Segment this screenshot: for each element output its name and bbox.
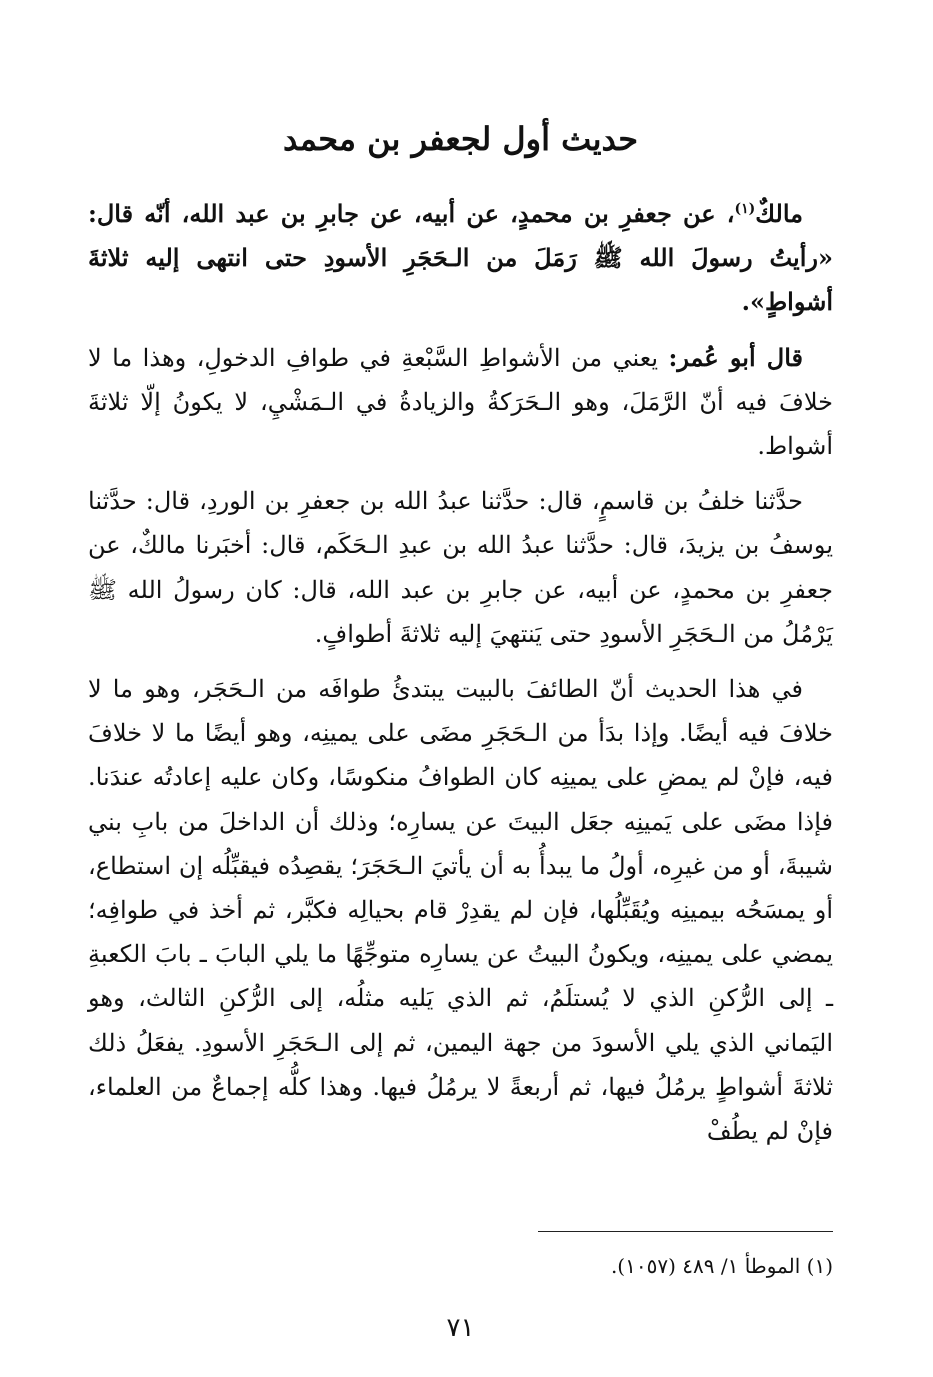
hadith-paragraph: [88, 192, 833, 325]
fiqh-paragraph: في هذا الحديث أنّ الطائفَ بالبيت يبتدئُ طوافَه من الـحَجَر، وهو ما لا خلافَ فيه أيضًا. وإذا بدَأ من الـحَجَرِ مضَى على يمينِه، وهو أيضًا ما لا خلافَ فيه، فإنْ لم يمضِ على يمينِه كان الطوافُ منكوسًا، وكان عليه إعادتُه عندَنا. فإذا مضَى على يَمينِه جعَل البيتَ عن يسارِه؛ وذلك أن الداخلَ من بابِ بني شيبةَ، أو من غيرِه، أولُ ما يبدأُ به أن يأتيَ الـحَجَرَ؛ يقصِدُه فيقبِّلُه إن استطاع، أو يمسَحُه بيمينِه ويُقَبِّلُها، فإن لم يقدِرْ قام بحيالِه فكبَّر، ثم أخذ في طوافِه؛ يمضي على يمينِه، ويكونُ البيتُ عن يسارِه متوجِّهًا ما يلي البابَ ـ بابَ الكعبةِ ـ إلى الرُّكنِ الذي لا يُستلَمُ، ثم الذي يَليه مثلُه، إلى الرُّكنِ الثالث، وهو اليَماني الذي يلي الأسودَ من جهة اليمين، ثم إلى الـحَجَرِ الأسودِ. يفعَلُ ذلك ثلاثةَ أشواطٍ يرمُلُ فيها، ثم أربعةً لا يرمُلُ فيها. وهذا كلُّه إجماعٌ من العلماء، فإنْ لم يطُفْ: [88, 675, 833, 1146]
book-page: [88, 0, 833, 1377]
main-text: [88, 192, 833, 1164]
footnote-divider: [538, 1231, 833, 1232]
hadith-isnad: ، عن جعفرِ بن محمدٍ، عن أبيه، عن جابرِ بن عبد الله، أنّه قال:: [88, 199, 735, 228]
page-number: ٧١: [446, 1313, 475, 1343]
commentary-label: قال أبو عُمر:: [668, 342, 803, 372]
chain-paragraph: حدَّثنا خلفُ بن قاسمٍ، قال: حدَّثنا عبدُ الله بن جعفرِ بن الوردِ، قال: حدَّثنا يوسفُ بن يزيدَ، قال: حدَّثنا عبدُ الله بن عبدِ الـحَكَم، قال: أخبَرنا مالكٌ، عن جعفرِ بن محمدٍ، عن أبيه، عن جابرِ بن عبد الله، قال: كان رسولُ الله ﷺ يَرْمُلُ من الـحَجَرِ الأسودِ حتى يَنتهيَ إليه ثلاثةَ أطوافٍ.: [88, 487, 833, 648]
commentary-text: يعني من الأشواطِ السَّبْعةِ في طوافِ الدخولِ، وهذا ما لا خلافَ فيه أنّ الرَّمَلَ، وهو الـحَرَكةُ والزيادةُ في الـمَشْيِ، لا يكونُ إلّا ثلاثةَ أشواط.: [88, 343, 833, 461]
commentary-paragraph: [88, 336, 833, 469]
footnote-marker[interactable]: (١): [734, 201, 756, 217]
hadith-matn: «رأيتُ رسولَ الله ﷺ رَمَلَ من الـحَجَرِ الأسودِ حتى انتهى إليه ثلاثةَ أشواطٍ».: [88, 243, 833, 317]
page-title: حديث أول لجعفر بن محمد: [282, 120, 639, 158]
hadith-isnad-start: مالكٌ: [755, 199, 803, 228]
footnote: (١) الموطأ ١/ ٤٨٩ (١٠٥٧).: [610, 1254, 833, 1278]
